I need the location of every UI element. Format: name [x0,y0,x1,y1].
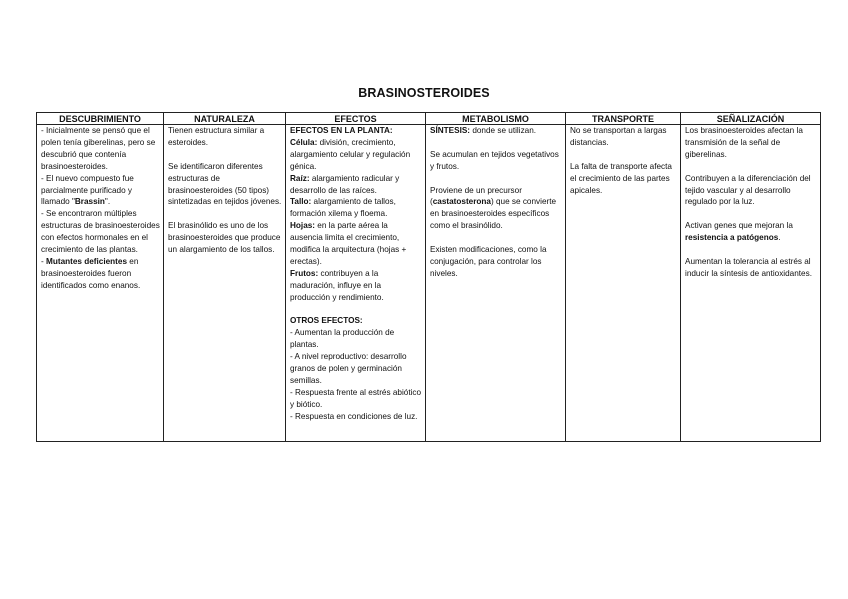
resistencia-term: resistencia a patógenos [685,233,779,243]
metabolismo-sintesis [430,125,562,137]
mutantes-term: Mutantes deficientes [46,256,127,266]
tallo-text: alargamiento de tallos, formación xilema y floema. [290,197,396,219]
senalizacion-p1: Los brasinoesteroides afectan la transmisión de la señal de giberelinas. [685,126,803,159]
header-transporte: TRANSPORTE [566,113,681,125]
senalizacion-p2: Contribuyen a la diferenciación del tejido vascular y al desarrollo regulado por la luz. [685,173,811,207]
hojas-text: en la parte aérea la ausencia limita el crecimiento, modifica la arquitectura (hojas + erectas). [290,221,407,266]
metabolismo-p3-post: ) que se convierte en brasinoesteroides específicos como el brasinólido. [430,197,557,231]
raiz-text: alargamiento radicular y desarrollo de las raíces. [290,173,400,195]
page-title: BRASINOSTEROIDES [358,86,490,100]
cell-naturaleza [164,125,286,442]
efectos-raiz [290,173,422,197]
efectos-heading-otros: OTROS EFECTOS: [290,316,363,326]
otros-efectos-item: - Aumentan la producción de plantas. [290,328,395,350]
frutos-text: contribuyen a la maduración, influye en la producción y rendimiento. [290,268,384,302]
content-row [37,125,821,442]
cell-transporte [566,125,681,442]
descubrimiento-p3: - Se encontraron múltiples estructuras de brasinoesteroides con efectos hormonales en el crecimiento de las plantas. [41,209,160,255]
hojas-label: Hojas: [290,221,316,231]
header-efectos: EFECTOS [286,113,426,125]
naturaleza-p2: Se identificaron diferentes estructuras de brasinoesteroides (50 tipos) sintetizadas en tejidos jóvenes. [168,161,282,207]
efectos-celula [290,137,422,173]
header-naturaleza: NATURALEZA [164,113,286,125]
senalizacion-p3 [685,220,817,244]
castatosterona-term: castatosterona [432,197,491,207]
descubrimiento-p4-post: en brasinoesteroides fueron identificados como enanos. [41,256,141,290]
naturaleza-p1: Tienen estructura similar a esteroides. [168,126,265,147]
header-descubrimiento: DESCUBRIMIENTO [37,113,164,125]
metabolismo-p4: Existen modificaciones, como la conjugación, para controlar los niveles. [430,245,547,278]
header-metabolismo: METABOLISMO [426,113,566,125]
frutos-label: Frutos: [290,268,319,278]
brasinosteroides-table [36,112,821,442]
tallo-label: Tallo: [290,197,312,207]
descubrimiento-p2-pre: - El nuevo compuesto fue parcialmente purificado y llamado " [41,173,134,207]
descubrimiento-p1: - Inicialmente se pensó que el polen tenía giberelinas, pero se descubrió que contenía brasinoesteroides. [41,126,156,171]
senalizacion-p3-pre: Activan genes que mejoran la [685,221,793,231]
descubrimiento-p4-pre: - [41,256,47,266]
header-row [37,113,821,125]
cell-senalizacion [681,125,821,442]
transporte-p2: La falta de transporte afecta el crecimiento de las partes apicales. [570,161,672,195]
metabolismo-p2: Se acumulan en tejidos vegetativos y frutos. [430,149,559,171]
senalizacion-p4: Aumentan la tolerancia al estrés al inducir la síntesis de antioxidantes. [685,256,812,278]
raiz-label: Raíz: [290,173,310,183]
efectos-heading-planta: EFECTOS EN LA PLANTA: [290,126,393,135]
efectos-frutos [290,268,422,304]
otros-efectos-item: - Respuesta en condiciones de luz. [290,411,418,421]
brassin-term: Brassin [74,197,105,207]
metabolismo-p3-pre: Proviene de un precursor ( [430,185,522,207]
cell-descubrimiento [37,125,164,442]
sintesis-text: donde se utilizan. [470,126,537,135]
descubrimiento-p4 [41,256,160,292]
cell-efectos [286,125,426,442]
efectos-tallo [290,196,422,220]
descubrimiento-p2-post: ". [104,197,111,207]
metabolismo-p3 [430,185,562,233]
efectos-hojas [290,220,422,268]
otros-efectos-item: - Respuesta frente al estrés abiótico y biótico. [290,387,422,409]
naturaleza-p3: El brasinólido es uno de los brasinoesteroides que produce un alargamiento de los tallos. [168,221,281,255]
senalizacion-p3-post: . [778,233,781,243]
otros-efectos-item: - A nivel reproductivo: desarrollo granos de polen y germinación semillas. [290,352,407,386]
descubrimiento-p2 [41,173,160,209]
sintesis-label: SÍNTESIS: [430,126,471,135]
celula-label: Célula: [290,137,318,147]
header-senalizacion: SEÑALIZACIÓN [681,113,821,125]
cell-metabolismo [426,125,566,442]
transporte-p1: No se transportan a largas distancias. [570,126,667,147]
celula-text: división, crecimiento, alargamiento celular y regulación génica. [290,137,411,171]
